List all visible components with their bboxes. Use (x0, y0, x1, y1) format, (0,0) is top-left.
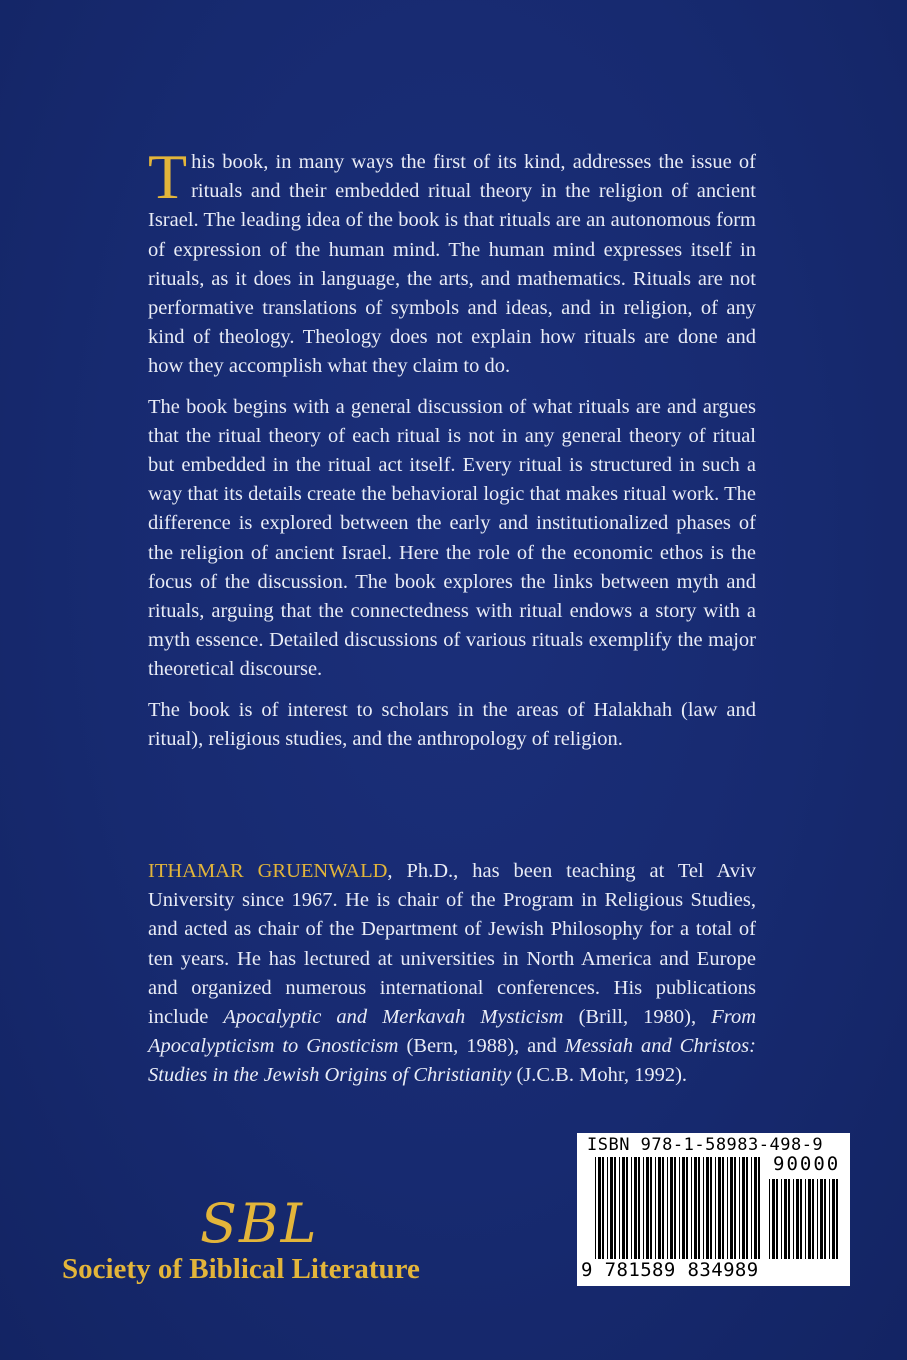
barcode-bar (817, 1179, 818, 1259)
barcode-bar (776, 1179, 778, 1259)
barcode-bar (772, 1179, 775, 1259)
barcode-bar (686, 1157, 688, 1259)
blurb-paragraph-1-text: his book, in many ways the first of its kind, addresses the issue of rituals and their embedded ritual theory in the religion of ancient Israel. The leading idea of the book is that rituals are an autonomous form of expression of the human mind. The human mind expresses itself in rituals, as it does in language, the arts, and mathematics. Rituals are not performative translations of symbols and ideas, and in religion, of any kind of theology. Theology does not explain how rituals are done and how they accomplish what they claim to do. (148, 151, 756, 378)
blurb-paragraph-2: The book begins with a general discussion of what rituals are and argues that the ritual theory of each ritual is not in any general theory of ritual but embedded in the ritual act itself. Every ritual is structured in such a way that its details create the behavioral logic that makes ritual work. The difference is explored between the early and institutionalized phases of the religion of ancient Israel. Here the role of the economic ethos is the focus of the discussion. The book explores the links between myth and rituals, arguing that the connectedness with ritual endows a story with a myth essence. Detailed discussions of various rituals exemplify the major theoretical discourse. (148, 395, 756, 681)
barcode-bar (662, 1157, 664, 1259)
barcode-bar (706, 1157, 709, 1259)
ean-digits: 9 781589 834989 (581, 1259, 759, 1281)
barcode-bar (626, 1157, 628, 1259)
barcode-bar (634, 1157, 637, 1259)
barcode-bar (607, 1157, 608, 1259)
barcode-bar (698, 1157, 700, 1259)
author-bio (148, 857, 756, 1091)
barcode-bar (679, 1157, 680, 1259)
barcode-bar (832, 1179, 835, 1259)
author-bio-text-2: (Brill, 1980), (563, 1006, 712, 1029)
blurb-paragraph-1 (148, 141, 756, 382)
barcode-bar (758, 1157, 760, 1259)
barcode-bar (694, 1157, 697, 1259)
price-addon-digits: 90000 (773, 1153, 841, 1175)
publication-title-1: Apocalyptic and Merkavah Mysticism (223, 1006, 564, 1029)
barcode-bar (691, 1157, 692, 1259)
barcode-bar (598, 1157, 601, 1259)
author-name: ITHAMAR GRUENWALD (148, 860, 388, 882)
barcode-bar (769, 1179, 770, 1259)
publisher-logo (62, 1192, 482, 1286)
barcode-bar (710, 1157, 712, 1259)
barcode-bar (784, 1179, 787, 1259)
barcode-bar (722, 1157, 724, 1259)
barcode-bar (674, 1157, 676, 1259)
barcode-bar (836, 1179, 838, 1259)
barcode-bar (631, 1157, 632, 1259)
sbl-monogram: SBL (200, 1192, 319, 1255)
barcode-bar (800, 1179, 802, 1259)
isbn-text: ISBN 978-1-58983-498-9 (587, 1135, 824, 1155)
barcode-bar (643, 1157, 644, 1259)
drop-cap: T (148, 141, 188, 212)
barcode-bar (667, 1157, 668, 1259)
barcode-bar (727, 1157, 728, 1259)
barcode-bar (805, 1179, 806, 1259)
isbn-barcode (577, 1133, 850, 1286)
barcode-bar (715, 1157, 716, 1259)
barcode-bar (808, 1179, 811, 1259)
blurb (148, 141, 756, 765)
addon-barcode-bars (769, 1179, 841, 1259)
barcode-bar (734, 1157, 736, 1259)
barcode-bar (595, 1157, 596, 1259)
author-bio-text-1: , Ph.D., has been teaching at Tel Aviv University since 1967. He is chair of the Program in Religious Studies, and acted as chair of the Department of Jewish Philosophy for a total of ten years. He has lectured at universities in North America and Europe and organized numerous international conferences. His publications include (148, 860, 757, 1029)
publication-title-3: Messiah and Christos: Studies in the Jewish Origins of Christianity (148, 1035, 756, 1087)
barcode-bar (670, 1157, 673, 1259)
barcode-bar (655, 1157, 656, 1259)
barcode-bar (793, 1179, 794, 1259)
barcode-bar (788, 1179, 790, 1259)
publication-title-2: From Apocalypticism to Gnosticism (148, 1006, 756, 1058)
barcode-bar (614, 1157, 616, 1259)
barcode-bar (682, 1157, 685, 1259)
publisher-name: Society of Biblical Literature (62, 1253, 420, 1285)
barcode-bar (602, 1157, 604, 1259)
author-bio-text-3: (Bern, 1988), and (398, 1035, 565, 1058)
barcode-bar (754, 1157, 757, 1259)
ean-barcode-bars (595, 1157, 763, 1259)
barcode-bar (829, 1179, 830, 1259)
barcode-bar (746, 1157, 748, 1259)
barcode-bar (718, 1157, 721, 1259)
author-bio-text-4: (J.C.B. Mohr, 1992). (511, 1064, 688, 1087)
barcode-bar (650, 1157, 652, 1259)
barcode-bar (658, 1157, 661, 1259)
barcode-bar (781, 1179, 782, 1259)
barcode-bar (703, 1157, 704, 1259)
barcode-bar (751, 1157, 752, 1259)
barcode-bar (796, 1179, 799, 1259)
blurb-paragraph-3: The book is of interest to scholars in the areas of Halakhah (law and ritual), religious studies, and the anthropology of religion. (148, 698, 756, 750)
barcode-bar (646, 1157, 649, 1259)
barcode-bar (739, 1157, 740, 1259)
barcode-bar (824, 1179, 826, 1259)
barcode-bar (812, 1179, 814, 1259)
barcode-bar (619, 1157, 620, 1259)
barcode-bar (730, 1157, 733, 1259)
barcode-bar (638, 1157, 640, 1259)
barcode-bar (742, 1157, 745, 1259)
barcode-bar (610, 1157, 613, 1259)
barcode-bar (622, 1157, 625, 1259)
barcode-bar (820, 1179, 823, 1259)
